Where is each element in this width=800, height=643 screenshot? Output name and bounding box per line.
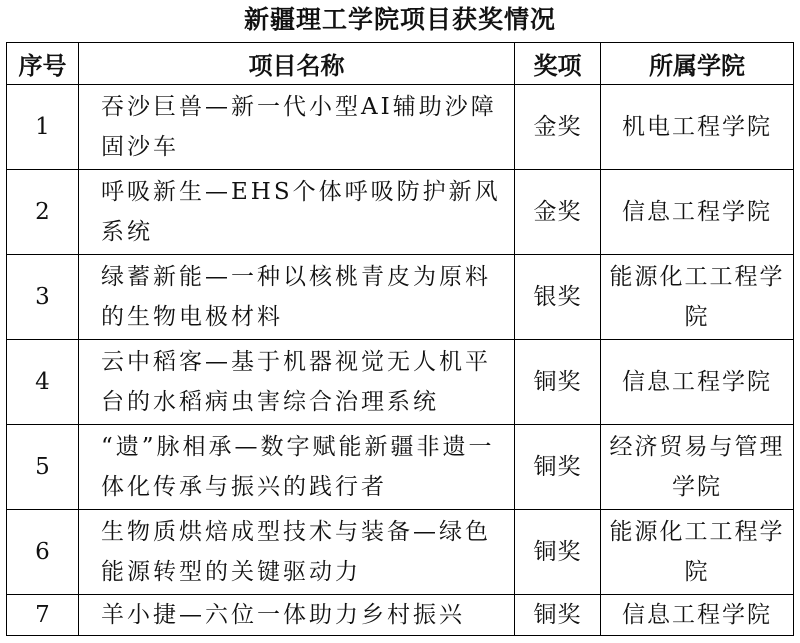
page-title: 新疆理工学院项目获奖情况: [243, 5, 556, 34]
table-row: [7, 170, 794, 255]
header-project-name: 项目名称: [79, 43, 515, 85]
row-college: 信息工程学院: [601, 340, 794, 425]
header-no: 序号: [7, 43, 79, 85]
table-row: [7, 595, 794, 636]
row-college: 信息工程学院: [601, 595, 794, 636]
row-college: 经济贸易与管理学院: [601, 425, 794, 510]
table-row: [7, 255, 794, 340]
row-award: 金奖: [515, 170, 601, 255]
header-award: 奖项: [515, 43, 601, 85]
row-project-name: 绿蓄新能—一种以核桃青皮为原料的生物电极材料: [79, 255, 515, 340]
table-header-row: [7, 43, 794, 85]
row-project-name: “遗”脉相承—数字赋能新疆非遗一体化传承与振兴的践行者: [79, 425, 515, 510]
row-award: 铜奖: [515, 340, 601, 425]
row-project-name: 吞沙巨兽—新一代小型AI辅助沙障固沙车: [79, 85, 515, 170]
table-row: [7, 85, 794, 170]
row-project-name: 生物质烘焙成型技术与装备—绿色能源转型的关键驱动力: [79, 510, 515, 595]
row-project-name: 羊小捷—六位一体助力乡村振兴: [79, 595, 515, 636]
row-no: 2: [7, 170, 79, 255]
row-no: 7: [7, 595, 79, 636]
row-no: 3: [7, 255, 79, 340]
row-award: 铜奖: [515, 425, 601, 510]
row-no: 1: [7, 85, 79, 170]
table-row: [7, 510, 794, 595]
row-award: 银奖: [515, 255, 601, 340]
row-no: 6: [7, 510, 79, 595]
row-project-name: 云中稻客—基于机器视觉无人机平台的水稻病虫害综合治理系统: [79, 340, 515, 425]
table-row: [7, 425, 794, 510]
row-no: 4: [7, 340, 79, 425]
header-college: 所属学院: [601, 43, 794, 85]
row-college: 能源化工工程学院: [601, 255, 794, 340]
row-award: 铜奖: [515, 595, 601, 636]
row-college: 机电工程学院: [601, 85, 794, 170]
row-award: 金奖: [515, 85, 601, 170]
row-project-name: 呼吸新生—EHS个体呼吸防护新风系统: [79, 170, 515, 255]
row-no: 5: [7, 425, 79, 510]
table-row: [7, 340, 794, 425]
awards-table: [6, 42, 794, 636]
row-award: 铜奖: [515, 510, 601, 595]
row-college: 能源化工工程学院: [601, 510, 794, 595]
row-college: 信息工程学院: [601, 170, 794, 255]
